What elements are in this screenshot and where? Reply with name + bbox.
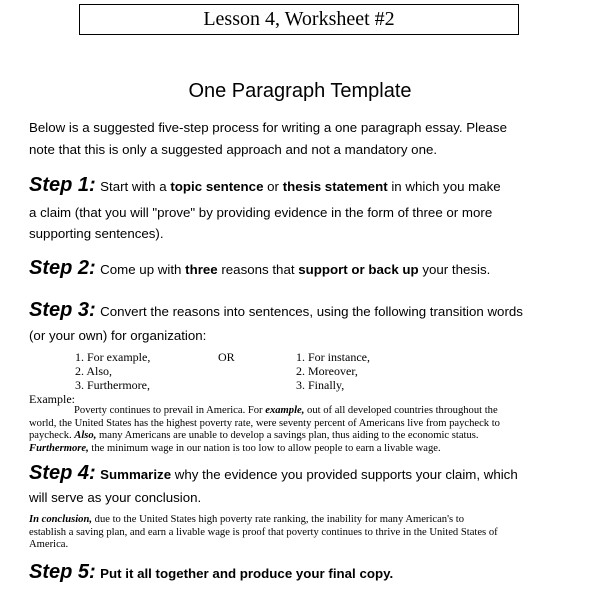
intro-line-1: Below is a suggested five-step process for writing a one paragraph essay. Please bbox=[29, 120, 507, 135]
step-4-line-1 bbox=[29, 462, 518, 485]
example-text: out of all developed countries throughout the bbox=[304, 405, 498, 416]
list-item: 2. Also, bbox=[75, 364, 113, 378]
step-4-line-2: will serve as your conclusion. bbox=[29, 490, 202, 505]
transition-list-right bbox=[296, 350, 370, 392]
list-item: 1. For example, bbox=[75, 350, 151, 364]
example-paragraph bbox=[29, 405, 500, 455]
step-5-text: Put it all together and produce your final copy. bbox=[100, 566, 394, 581]
step-3-text: Convert the reasons into sentences, using the following transition words bbox=[100, 304, 523, 319]
conclusion-line-2: establish a saving plan, and earn a livable wage is proof that poverty continues to thrive in the United States of bbox=[29, 526, 498, 538]
example-line-4 bbox=[29, 443, 500, 456]
step-3-label: Step 3: bbox=[29, 299, 96, 321]
summarize-term: Summarize bbox=[100, 467, 172, 482]
furthermore-term: Furthermore, bbox=[29, 442, 89, 454]
step-2-text-c: reasons that bbox=[217, 262, 299, 277]
conclusion-line-1 bbox=[29, 514, 498, 527]
step-1-label: Step 1: bbox=[29, 174, 96, 196]
step-1-text-a: Start with a bbox=[100, 179, 171, 194]
list-item: 1. For instance, bbox=[296, 350, 370, 364]
thesis-statement-term: thesis statement bbox=[282, 179, 388, 194]
example-text: many Americans are unable to develop a savings plan, thus aiding to the economic status. bbox=[96, 430, 479, 441]
step-2-text-e: your thesis. bbox=[418, 262, 491, 277]
conclusion-line-3: America. bbox=[29, 539, 69, 550]
transition-list-left bbox=[75, 350, 150, 392]
list-item: 2. Moreover, bbox=[296, 364, 358, 378]
step-1-line-1 bbox=[29, 174, 501, 197]
step-5-label: Step 5: bbox=[29, 561, 96, 583]
step-1-text-e: in which you make bbox=[387, 179, 501, 194]
intro-line-2: note that this is only a suggested approach and not a mandatory one. bbox=[29, 142, 438, 157]
step-1-text-c: or bbox=[263, 179, 283, 194]
step-2-text-a: Come up with bbox=[100, 262, 186, 277]
example-term: example, bbox=[265, 405, 305, 416]
support-term: support or back up bbox=[298, 262, 419, 277]
or-label: OR bbox=[218, 350, 235, 364]
conclusion-paragraph bbox=[29, 514, 498, 552]
step-4-label: Step 4: bbox=[29, 462, 96, 484]
example-line-2: world, the United States has the highest poverty rate, were seventy percent of Americans live from paycheck to bbox=[29, 417, 500, 429]
conclusion-text: due to the United States high poverty rate ranking, the inability for many American's to bbox=[92, 514, 465, 525]
step-3-line-2: (or your own) for organization: bbox=[29, 328, 207, 343]
worksheet-header bbox=[79, 4, 519, 35]
three-term: three bbox=[185, 262, 218, 277]
step-3-line-1 bbox=[29, 299, 523, 322]
step-4-text: why the evidence you provided supports your claim, which bbox=[171, 467, 518, 482]
worksheet-header-text: Lesson 4, Worksheet #2 bbox=[203, 8, 395, 30]
example-text: Poverty continues to prevail in America. For bbox=[74, 405, 266, 416]
list-item: 3. Finally, bbox=[296, 378, 345, 392]
example-label: Example: bbox=[29, 392, 75, 406]
step-1-line-2: a claim (that you will "prove" by providing evidence in the form of three or more bbox=[29, 205, 493, 220]
step-2-label: Step 2: bbox=[29, 257, 96, 279]
in-conclusion-term: In conclusion, bbox=[29, 514, 92, 525]
list-item: 3. Furthermore, bbox=[75, 378, 150, 392]
example-line-3 bbox=[29, 430, 500, 443]
page-title: One Paragraph Template bbox=[188, 80, 412, 102]
step-5-line bbox=[29, 561, 393, 584]
topic-sentence-term: topic sentence bbox=[170, 179, 264, 194]
step-2-line bbox=[29, 257, 490, 280]
step-1-line-3: supporting sentences). bbox=[29, 226, 164, 241]
example-text: the minimum wage in our nation is too low to allow people to earn a livable wage. bbox=[88, 442, 441, 454]
also-term: Also, bbox=[74, 430, 97, 441]
example-line-1 bbox=[29, 405, 500, 418]
example-text: paycheck. bbox=[29, 430, 75, 441]
